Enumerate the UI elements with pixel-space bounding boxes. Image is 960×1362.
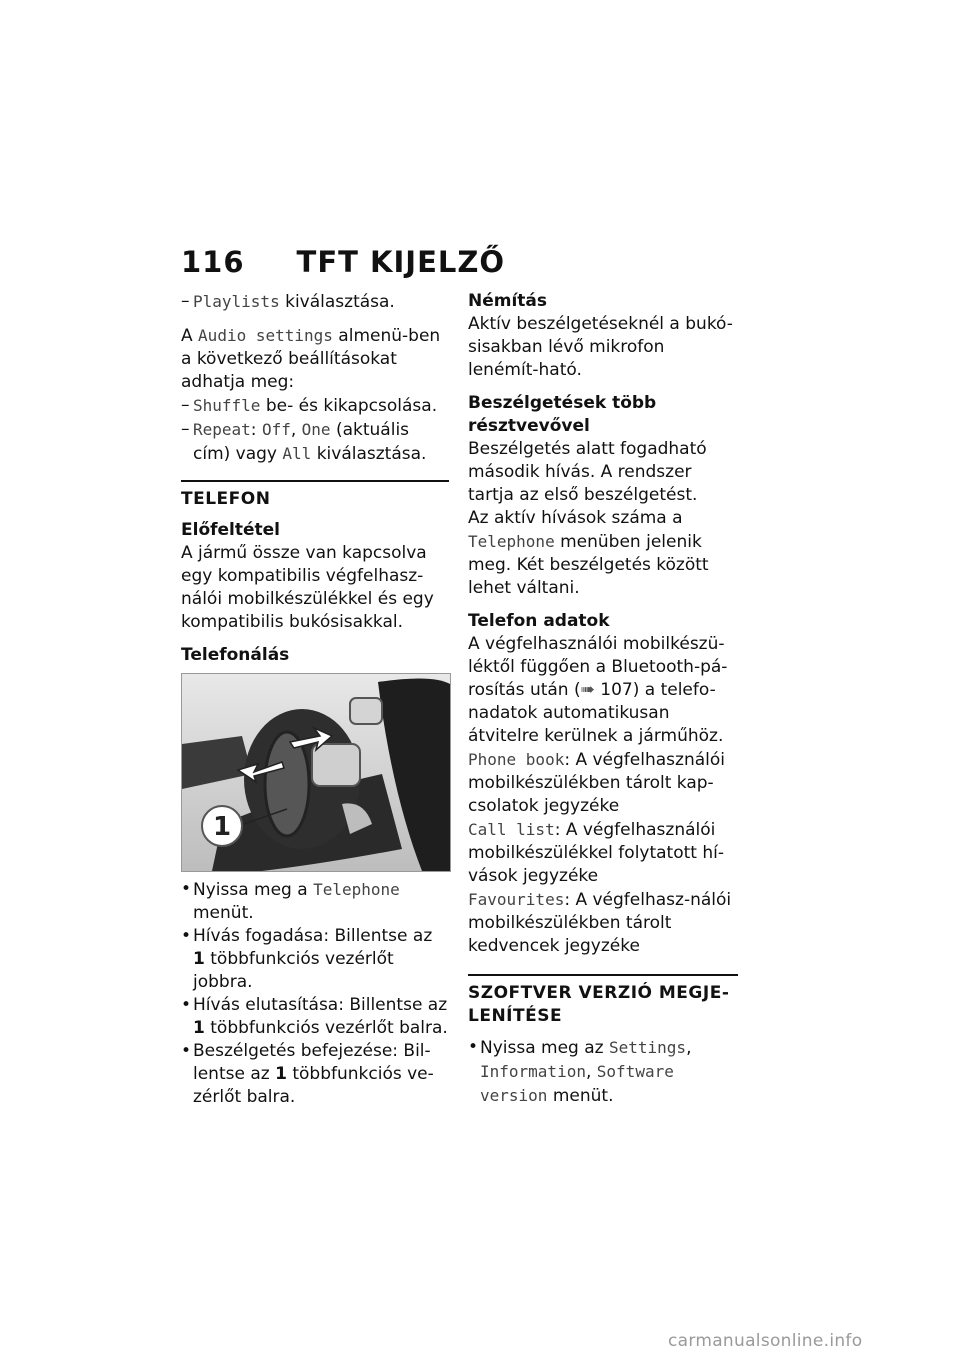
left-column (181, 290, 449, 1109)
list-item (181, 925, 449, 994)
paragraph: Beszélgetés alatt fogadható második hívás. A rendszer tartja az első beszélgetést. (468, 439, 707, 505)
text: Beszélgetés befejezése: Bil-lentse az (193, 1041, 431, 1084)
definition-item (468, 818, 738, 888)
menu-term: All (282, 444, 312, 463)
section-title: SZOFTVER VERZIÓ MEGJE-LENÍTÉSE (468, 983, 730, 1026)
paragraph (468, 633, 738, 748)
text: kiválasztása. (311, 444, 427, 464)
text: , (686, 1038, 692, 1058)
definition-item (468, 748, 738, 818)
text: : A végfelhasználói mobilkészülékkel folytatott hí-vások jegyzéke (468, 820, 724, 886)
menu-term: Call list (468, 820, 555, 839)
handlebar-illustration (182, 674, 450, 871)
section-divider (468, 974, 738, 976)
text: menüben jelenik meg. Két beszélgetés között lehet váltani. (468, 532, 709, 598)
paragraph: Aktív beszélgetéseknél a bukó-sisakban lévő mikrofon lenémít-ható. (468, 314, 733, 380)
control-number: 1 (193, 1018, 205, 1038)
text: : A végfelhasz-nálói mobilkészülékben tárolt kedvencek jegyzéke (468, 890, 732, 956)
text: Nyissa meg a (193, 880, 314, 900)
text: (aktuális cím) vagy (193, 420, 410, 464)
menu-term: Software version (480, 1062, 674, 1105)
menu-term: Favourites (468, 890, 565, 909)
menu-term: Settings (609, 1038, 687, 1057)
right-column (468, 290, 738, 1108)
text: : (250, 420, 262, 440)
text: A (181, 326, 199, 346)
watermark: carmanualsonline.info (668, 1331, 863, 1351)
text: többfunkciós vezérlőt balra. (204, 1018, 448, 1038)
list-item (181, 418, 449, 466)
text: Hívás fogadása: Billentse az (193, 926, 433, 946)
text: : A végfelhasználói mobilkészülékben tárolt kap-csolatok jegyzéke (468, 750, 725, 816)
subsection-title: Előfeltétel (181, 520, 281, 540)
section-title: TELEFON (181, 489, 271, 509)
menu-term: One (301, 420, 331, 439)
text: A végfelhasználói mobilkészü-léktől függően a Bluetooth-pá-rosítás után ( (468, 634, 728, 700)
subsection-title: Beszélgetések több résztvevővel (468, 393, 657, 436)
control-number: 1 (275, 1064, 287, 1084)
text: , (290, 420, 302, 440)
control-number: 1 (193, 949, 205, 969)
text: menüt. (193, 903, 254, 923)
paragraph (181, 324, 449, 394)
definition-item (468, 888, 738, 958)
subsection-title: Telefon adatok (468, 611, 610, 631)
text: Az aktív hívások száma a (468, 508, 683, 528)
menu-term: Information (480, 1062, 586, 1081)
page-reference[interactable]: 107) (594, 680, 640, 700)
handlebar-switch-figure (181, 673, 451, 872)
list-item (468, 1036, 738, 1108)
page-number: 116 (181, 245, 245, 279)
paragraph: A jármű össze van kapcsolva egy kompatibilis végfelhasz-nálói mobilkészülékkel és egy kompatibilis bukósisakkal. (181, 543, 434, 632)
menu-term: Repeat (193, 420, 251, 439)
menu-term: Off (261, 420, 291, 439)
text: menüt. (547, 1086, 614, 1106)
chapter-title: TFT KIJELZŐ (296, 245, 506, 279)
list-item (181, 290, 449, 314)
section-divider (181, 480, 449, 482)
subsection-title: Telefonálás (181, 645, 290, 665)
list-item (181, 994, 449, 1040)
text: Hívás elutasítása: Billentse az (193, 995, 448, 1015)
text: Nyissa meg az (480, 1038, 609, 1058)
menu-term: Telephone (313, 880, 400, 899)
page-header (181, 244, 505, 280)
list-item (181, 1040, 449, 1109)
paragraph (468, 507, 738, 600)
menu-term: Playlists (193, 292, 280, 311)
text: többfunkciós ve-zérlőt balra. (193, 1064, 434, 1107)
subsection-title: Némítás (468, 291, 548, 311)
text: almenü-ben a következő beállításokat adhatja meg: (181, 326, 441, 392)
page-reference-arrow-icon: ➠ (580, 680, 595, 700)
callout-label: 1 (212, 812, 232, 842)
item-text: be- és kikapcsolása. (260, 396, 438, 416)
menu-term: Phone book (468, 750, 565, 769)
menu-term: Telephone (468, 532, 555, 551)
list-item (181, 878, 449, 925)
menu-term: Audio settings (198, 326, 333, 345)
list-item (181, 394, 449, 418)
text: többfunkciós vezérlőt jobbra. (193, 949, 394, 992)
item-text: kiválasztása. (279, 292, 395, 312)
text: a telefo-nadatok automatikusan átvitelre kerülnek a járműhöz. (468, 680, 724, 746)
menu-term: Shuffle (193, 396, 261, 415)
text: , (585, 1062, 597, 1082)
